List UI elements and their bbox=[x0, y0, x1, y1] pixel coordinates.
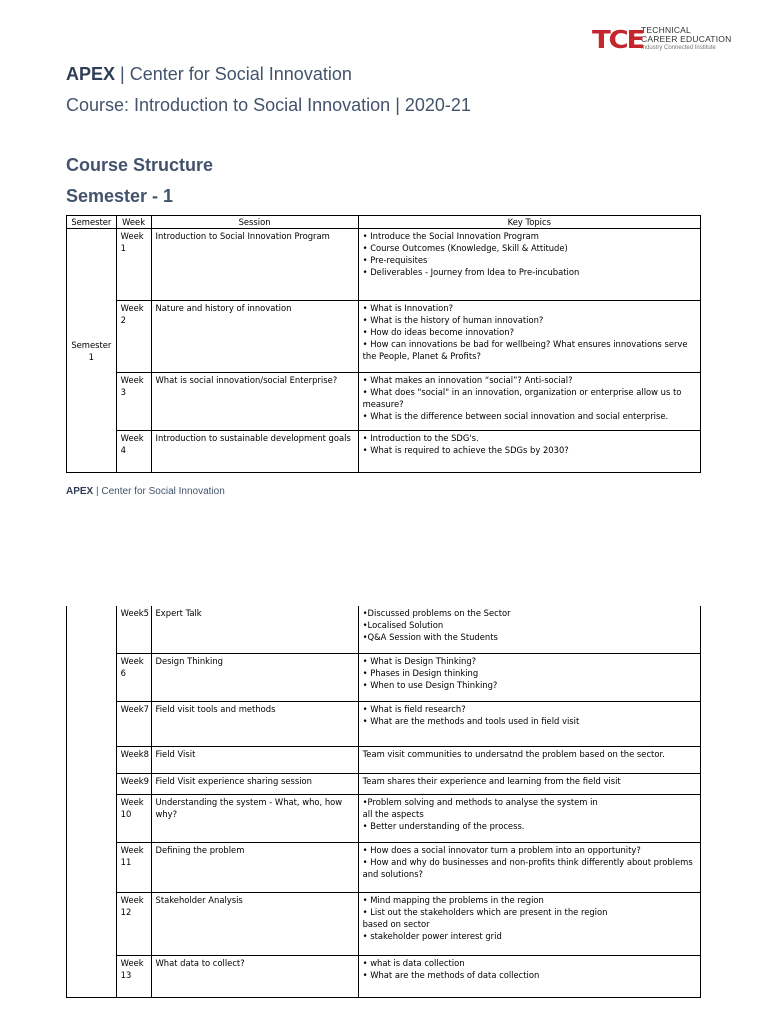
brand-name: APEX bbox=[66, 64, 116, 84]
week-cell: Week 12 bbox=[116, 892, 151, 955]
week-cell: Week5 bbox=[116, 606, 151, 653]
key-topics-cell bbox=[358, 701, 700, 746]
week-cell: Week7 bbox=[116, 701, 151, 746]
key-topic: • Pre-requisites bbox=[362, 255, 428, 265]
session-cell: Field Visit experience sharing session bbox=[151, 773, 358, 794]
key-topics-cell bbox=[358, 301, 700, 373]
table-row bbox=[67, 746, 701, 773]
key-topic: • what is data collection bbox=[362, 957, 465, 968]
page-footer bbox=[66, 486, 225, 497]
week-cell: Week9 bbox=[116, 773, 151, 794]
key-topic: • What is the history of human innovation? bbox=[362, 315, 544, 325]
key-topics-cell bbox=[358, 606, 700, 653]
session-cell: What is social innovation/social Enterprise? bbox=[151, 373, 358, 431]
footer-brand: APEX bbox=[66, 486, 94, 497]
logo-line-2: CAREER EDUCATION bbox=[641, 34, 732, 44]
key-topic: • Introduce the Social Innovation Program bbox=[362, 231, 539, 241]
header-brand-line bbox=[66, 64, 352, 85]
key-topic: Team visit communities to undersatnd the problem based on the sector. bbox=[362, 748, 665, 759]
session-cell: Field Visit bbox=[151, 746, 358, 773]
column-header: Week bbox=[116, 216, 151, 229]
key-topic: based on sector bbox=[362, 918, 430, 929]
column-header: Session bbox=[151, 216, 358, 229]
table-row bbox=[67, 794, 701, 842]
week-cell: Week 10 bbox=[116, 794, 151, 842]
key-topic: all the aspects bbox=[362, 808, 424, 819]
key-topic: • Mind mapping the problems in the region bbox=[362, 894, 544, 905]
session-cell: Expert Talk bbox=[151, 606, 358, 653]
table-row bbox=[67, 373, 701, 431]
course-structure-heading: Course Structure bbox=[66, 155, 214, 175]
column-header: Key Topics bbox=[358, 216, 700, 229]
key-topic: • What is required to achieve the SDGs by 2030? bbox=[362, 445, 569, 455]
key-topic: •Q&A Session with the Students bbox=[362, 632, 498, 642]
center-name: | Center for Social Innovation bbox=[120, 64, 352, 84]
key-topic: • How does a social innovator turn a problem into an opportunity? bbox=[362, 844, 641, 855]
logo-line-1: TECHNICAL bbox=[641, 25, 691, 35]
key-topic: Team shares their experience and learning from the field visit bbox=[362, 775, 621, 786]
key-topic: • What is the difference between social innovation and social enterprise. bbox=[362, 411, 669, 421]
course-structure-table-page2 bbox=[66, 606, 701, 998]
week-cell: Week 2 bbox=[116, 301, 151, 373]
course-title: Course: Introduction to Social Innovation | 2020-21 bbox=[66, 95, 471, 115]
session-cell: Design Thinking bbox=[151, 653, 358, 701]
key-topic: • How do ideas become innovation? bbox=[362, 327, 515, 337]
session-cell: Introduction to sustainable development goals bbox=[151, 431, 358, 473]
week-cell: Week 4 bbox=[116, 431, 151, 473]
key-topic: • When to use Design Thinking? bbox=[362, 679, 498, 690]
tce-logo-mark: TCE bbox=[592, 24, 644, 54]
table-row bbox=[67, 701, 701, 746]
table-row bbox=[67, 773, 701, 794]
key-topic: • What makes an innovation “social”? Anti-social? bbox=[362, 375, 573, 385]
table-row bbox=[67, 842, 701, 892]
key-topic: • Introduction to the SDG's. bbox=[362, 433, 479, 443]
key-topic: •Discussed problems on the Sector bbox=[362, 608, 511, 618]
key-topic: • Course Outcomes (Knowledge, Skill & Attitude) bbox=[362, 243, 568, 253]
table-row bbox=[67, 301, 701, 373]
table-row bbox=[67, 892, 701, 955]
key-topics-cell bbox=[358, 746, 700, 773]
key-topic: • stakeholder power interest grid bbox=[362, 930, 502, 941]
key-topics-cell bbox=[358, 773, 700, 794]
key-topics-cell bbox=[358, 229, 700, 301]
key-topics-cell bbox=[358, 955, 700, 997]
key-topic: • What does "social" in an innovation, organization or enterprise allow us to measure? bbox=[362, 387, 682, 409]
key-topics-cell bbox=[358, 431, 700, 473]
week-cell: Week8 bbox=[116, 746, 151, 773]
key-topic: • What is field research? bbox=[362, 703, 466, 714]
week-cell: Week 3 bbox=[116, 373, 151, 431]
session-cell: Understanding the system - What, who, how why? bbox=[151, 794, 358, 842]
table-row bbox=[67, 229, 701, 301]
key-topics-cell bbox=[358, 653, 700, 701]
session-cell: Stakeholder Analysis bbox=[151, 892, 358, 955]
key-topic: • How and why do businesses and non-profits think differently about problems and solutions? bbox=[362, 856, 693, 879]
footer-center: | Center for Social Innovation bbox=[96, 486, 225, 497]
key-topic: •Localised Solution bbox=[362, 620, 444, 630]
course-structure-table-page1 bbox=[66, 215, 701, 473]
key-topic: • Deliverables - Journey from Idea to Pre-incubation bbox=[362, 267, 580, 277]
key-topic: • What are the methods and tools used in field visit bbox=[362, 715, 580, 726]
key-topics-cell bbox=[358, 892, 700, 955]
key-topic: • How can innovations be bad for wellbeing? What ensures innovations serve the People, Planet & Profits? bbox=[362, 339, 688, 361]
week-cell: Week 11 bbox=[116, 842, 151, 892]
key-topic: • What is Design Thinking? bbox=[362, 655, 477, 666]
semester-heading: Semester - 1 bbox=[66, 186, 174, 206]
semester-cell: Semester 1 bbox=[67, 229, 117, 473]
logo-tagline: Industry Connected Institute bbox=[641, 45, 716, 51]
week-cell: Week 13 bbox=[116, 955, 151, 997]
week-cell: Week 6 bbox=[116, 653, 151, 701]
table-row bbox=[67, 653, 701, 701]
key-topic: • What are the methods of data collection bbox=[362, 969, 540, 980]
semester-cell-continued bbox=[67, 606, 117, 997]
session-cell: Defining the problem bbox=[151, 842, 358, 892]
week-cell: Week 1 bbox=[116, 229, 151, 301]
table-row bbox=[67, 431, 701, 473]
key-topics-cell bbox=[358, 373, 700, 431]
column-header: Semester bbox=[67, 216, 117, 229]
tce-logo bbox=[592, 26, 731, 53]
table-row bbox=[67, 955, 701, 997]
session-cell: Introduction to Social Innovation Program bbox=[151, 229, 358, 301]
key-topic: • What is Innovation? bbox=[362, 303, 454, 313]
session-cell: Field visit tools and methods bbox=[151, 701, 358, 746]
key-topic: •Problem solving and methods to analyse the system in bbox=[362, 796, 598, 807]
key-topics-cell bbox=[358, 842, 700, 892]
session-cell: Nature and history of innovation bbox=[151, 301, 358, 373]
key-topic: • List out the stakeholders which are present in the region bbox=[362, 906, 608, 917]
session-cell: What data to collect? bbox=[151, 955, 358, 997]
key-topic: • Phases in Design thinking bbox=[362, 667, 479, 678]
key-topics-cell bbox=[358, 794, 700, 842]
table-row bbox=[67, 606, 701, 653]
key-topic: • Better understanding of the process. bbox=[362, 820, 525, 831]
tce-logo-text bbox=[641, 26, 731, 53]
